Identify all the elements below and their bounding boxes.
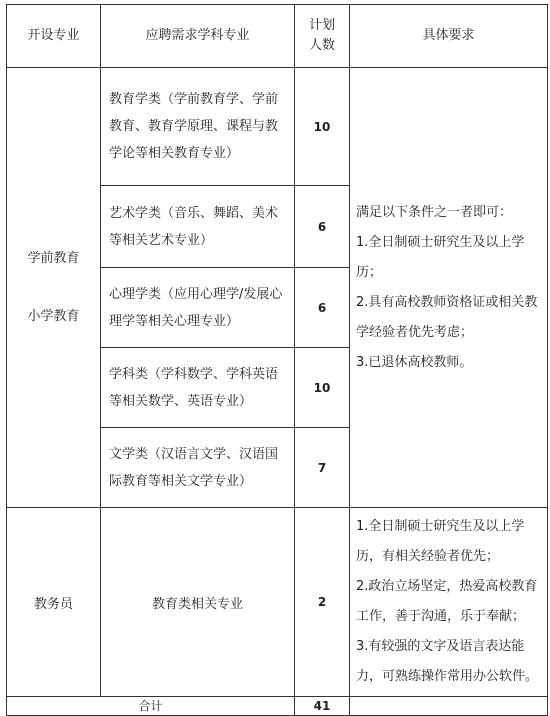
staff-requirements-cell	[350, 508, 548, 697]
major-preschool: 学前教育	[27, 250, 80, 266]
subject-cell: 学科类（学科数学、学科英语等相关数学、英语专业）	[101, 348, 295, 428]
total-count: 41	[295, 697, 350, 716]
requirement-line: 3.已退休高校教师。	[356, 354, 473, 370]
header-subject: 应聘需求学科专业	[101, 5, 295, 68]
count-cell: 6	[295, 186, 350, 268]
total-label: 合计	[7, 697, 295, 716]
requirement-line: 2.具有高校教师资格证或相关教学经验者优先考虑；	[356, 294, 538, 340]
subject-cell: 艺术学类（音乐、舞蹈、美术等相关艺术专业）	[101, 186, 295, 268]
header-count-line1: 计划	[308, 18, 335, 33]
recruitment-table	[6, 4, 548, 716]
count-cell: 10	[295, 348, 350, 428]
requirement-line: 1.全日制硕士研究生及以上学历，有相关经验者优先；	[356, 519, 525, 564]
total-row	[7, 697, 548, 716]
subject-cell: 教育学类（学前教育学、学前教育、教育学原理、课程与教学论等相关教育专业）	[101, 68, 295, 186]
teacher-requirements-cell	[350, 68, 548, 508]
header-count	[295, 5, 350, 68]
table-row	[7, 68, 548, 186]
subject-cell: 文学类（汉语言文学、汉语国际教育等相关文学专业）	[101, 428, 295, 508]
table-row	[7, 508, 548, 697]
requirement-line: 2.政治立场坚定，热爱高校教育工作，善于沟通，乐于奉献；	[356, 579, 538, 624]
staff-subject-cell: 教育类相关专业	[101, 508, 295, 697]
header-major: 开设专业	[7, 5, 101, 68]
major-primary: 小学教育	[27, 308, 80, 324]
count-cell: 10	[295, 68, 350, 186]
count-cell: 7	[295, 428, 350, 508]
header-count-line2: 人数	[308, 38, 335, 53]
staff-count-cell: 2	[295, 508, 350, 697]
staff-major-cell: 教务员	[7, 508, 101, 697]
header-row	[7, 5, 548, 68]
header-requirements: 具体要求	[350, 5, 548, 68]
requirement-line: 满足以下条件之一者即可：	[356, 204, 513, 220]
requirement-line: 1.全日制硕士研究生及以上学历；	[356, 234, 525, 280]
total-empty-cell	[350, 697, 548, 716]
count-cell: 6	[295, 268, 350, 348]
requirement-line: 3.有较强的文字及语言表达能力，可熟练操作常用办公软件。	[356, 639, 539, 684]
teacher-majors-cell	[7, 68, 101, 508]
subject-cell: 心理学类（应用心理学/发展心理学等相关心理专业）	[101, 268, 295, 348]
